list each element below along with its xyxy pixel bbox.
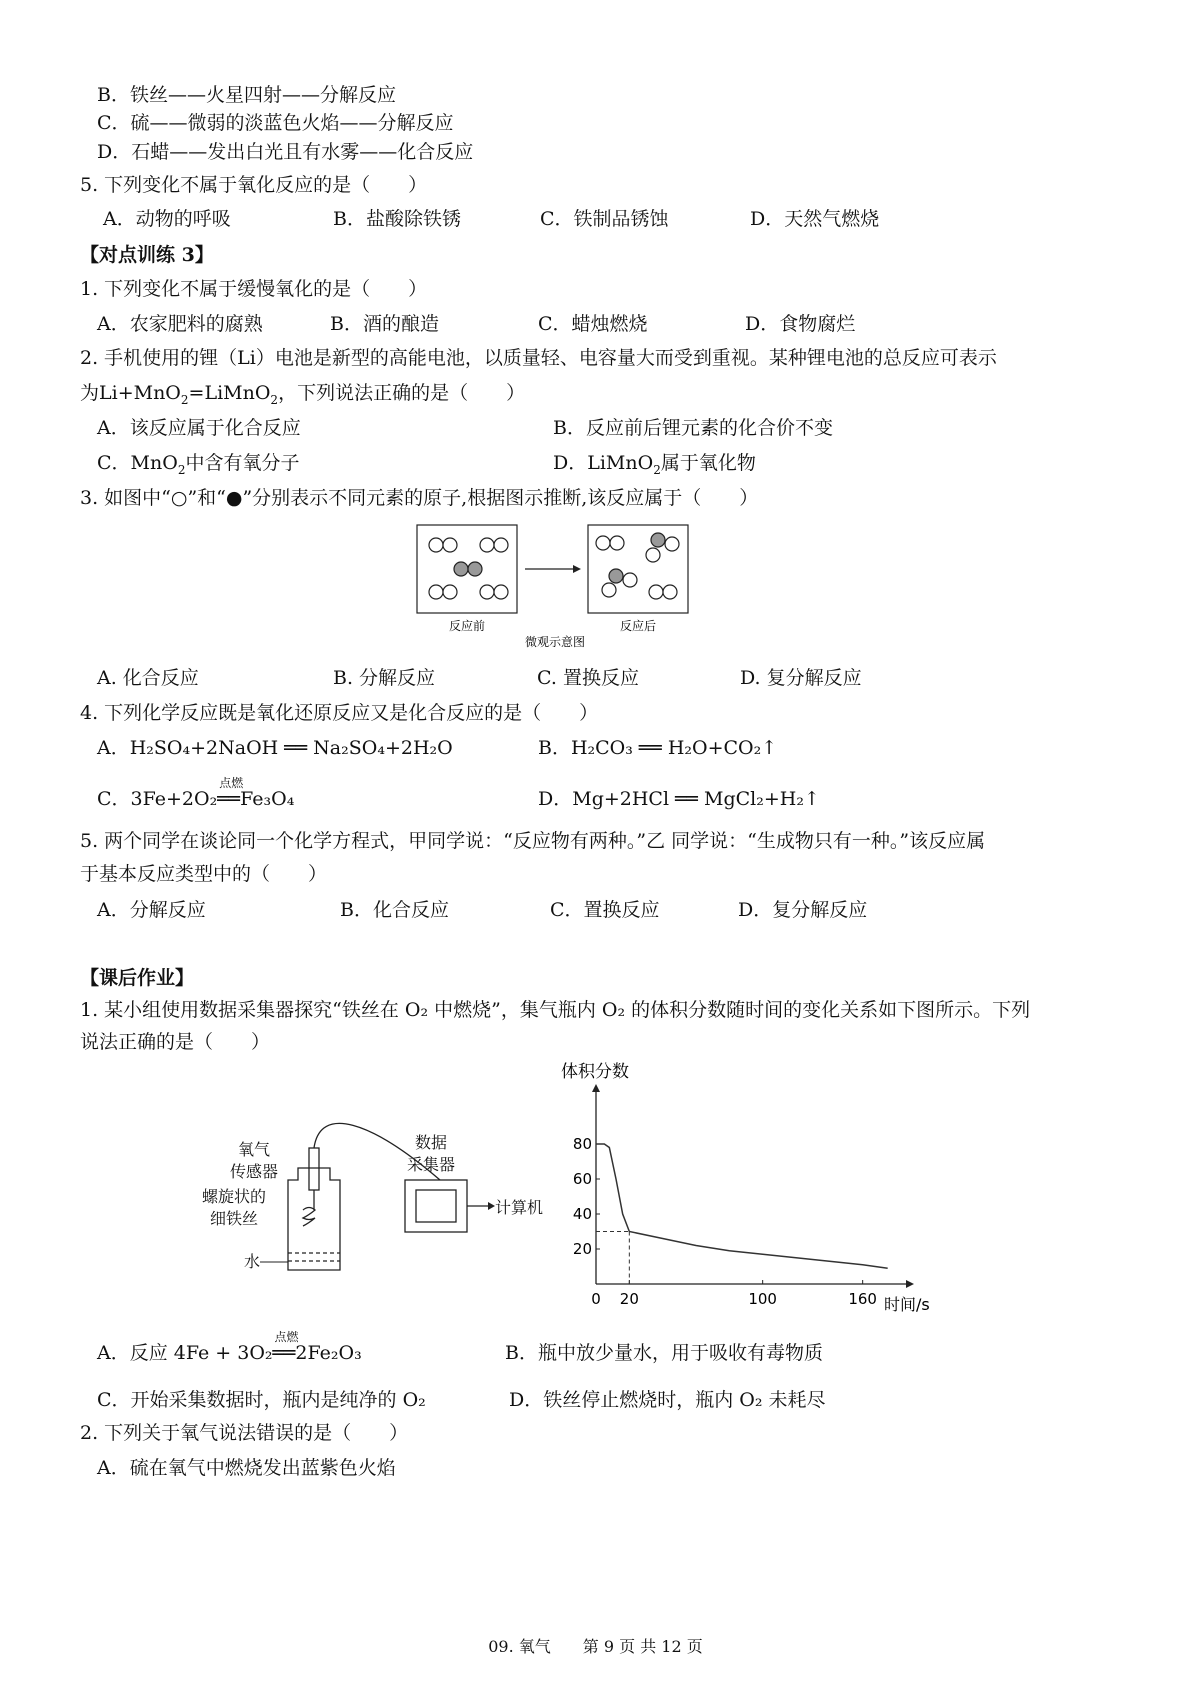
iron-wire [303, 1208, 315, 1227]
y-tick-label: 80 [572, 1135, 592, 1153]
label-before: 反应前 [448, 619, 486, 633]
label-oxygen: 氧气 [238, 1140, 271, 1159]
option-a: A．反应 4Fe + 3O₂ 点燃 ══2Fe₂O₃ [97, 1340, 362, 1366]
y-axis-label: 体积分数 [561, 1062, 629, 1082]
option-d: D．铁丝停止燃烧时，瓶内 O₂ 未耗尽 [509, 1389, 826, 1411]
option-d: D．LiMnO$_2$属于氧化物 [553, 452, 756, 477]
question-stem-line1: 1. 某小组使用数据采集器探究“铁丝在 O₂ 中燃烧”，集气瓶内 O₂ 的体积分数随时间的变化关系如下图所示。下列 [80, 999, 1031, 1021]
condition-label: 点燃 [219, 776, 244, 790]
option-a: A．H₂SO₄+2NaOH ══ Na₂SO₄+2H₂O [97, 737, 453, 759]
y-tick-label: 40 [572, 1205, 592, 1223]
option-c: C. 置换反应 [537, 667, 639, 689]
x-axis-label: 时间/s [884, 1295, 930, 1314]
oxygen-chart [550, 1062, 950, 1320]
option-b: B．酒的酿造 [330, 313, 439, 335]
question-stem: 2. 下列关于氧气说法错误的是（ ） [80, 1422, 409, 1444]
option-b: B．瓶中放少量水，用于吸收有毒物质 [505, 1342, 823, 1364]
option-b-prev: B．铁丝——火星四射——分解反应 [97, 84, 396, 106]
condition-label: 点燃 [274, 1330, 299, 1344]
option-b: B．化合反应 [340, 899, 449, 921]
label-water: 水 [244, 1252, 261, 1271]
y-tick-label: 20 [572, 1240, 592, 1258]
label-computer: 计算机 [495, 1198, 544, 1217]
apparatus-diagram [200, 1110, 560, 1280]
option-b: B. 分解反应 [333, 667, 436, 689]
option-a: A. 化合反应 [97, 667, 199, 689]
label-thin-wire: 细铁丝 [210, 1209, 259, 1228]
diagram-caption: 微观示意图 [524, 635, 586, 649]
option-d: D．复分解反应 [738, 899, 868, 921]
question-stem-line1: 2. 手机使用的锂（Li）电池是新型的高能电池，以质量轻、电容量大而受到重视。某种锂电池的总反应可表示 [80, 347, 997, 369]
section-heading: 【对点训练 3】 [80, 244, 214, 266]
question-stem-line2: 说法正确的是（ ） [80, 1031, 271, 1053]
x-tick-label: 0 [591, 1290, 601, 1308]
option-b: B．反应前后锂元素的化合价不变 [553, 417, 833, 439]
question-stem-line2: 为Li+MnO$_2$=LiMnO$_2$，下列说法正确的是（ ） [80, 382, 526, 407]
question-stem: 4. 下列化学反应既是氧化还原反应又是化合反应的是（ ） [80, 702, 599, 724]
option-c: C．蜡烛燃烧 [538, 313, 648, 335]
x-tick-label: 160 [848, 1290, 877, 1308]
x-tick-label: 20 [619, 1290, 639, 1308]
x-tick-label: 100 [748, 1290, 777, 1308]
homework-heading: 【课后作业】 [80, 967, 195, 989]
o2-curve [596, 1144, 888, 1268]
question-stem: 3. 如图中“○”和“●”分别表示不同元素的原子,根据图示推断,该反应属于（ ） [80, 487, 759, 509]
y-tick-label: 60 [572, 1170, 592, 1188]
question-stem-line2: 于基本反应类型中的（ ） [80, 863, 328, 885]
oxygen-sensor [309, 1148, 319, 1190]
option-d: D．食物腐烂 [745, 313, 856, 335]
option-c: C．3Fe+2O₂ 点燃 ══Fe₃O₄ [97, 786, 294, 812]
option-b: B．盐酸除铁锈 [333, 208, 461, 230]
option-c: C．置换反应 [550, 899, 660, 921]
option-a: A．农家肥料的腐熟 [97, 313, 263, 335]
option-a: A．动物的呼吸 [103, 208, 231, 230]
micro-diagram [410, 520, 700, 650]
y-axis-arrow [592, 1084, 600, 1092]
option-c-prev: C．硫——微弱的淡蓝色火焰——分解反应 [97, 112, 454, 134]
x-axis-arrow [906, 1280, 914, 1288]
option-b: B．H₂CO₃ ══ H₂O+CO₂↑ [538, 737, 778, 759]
question-stem: 5. 下列变化不属于氧化反应的是（ ） [80, 174, 428, 196]
option-c: C．MnO$_2$中含有氧分子 [97, 452, 300, 477]
label-spiral: 螺旋状的 [202, 1187, 267, 1206]
question-stem: 1. 下列变化不属于缓慢氧化的是（ ） [80, 278, 428, 300]
option-d: D. 复分解反应 [740, 667, 862, 689]
question-stem-line1: 5. 两个同学在谈论同一个化学方程式，甲同学说：“反应物有两种。”乙 同学说：“生成物只有一种。”该反应属 [80, 830, 986, 852]
label-after: 反应后 [619, 619, 657, 633]
option-a: A．该反应属于化合反应 [97, 417, 301, 439]
label-sensor: 传感器 [230, 1162, 279, 1181]
option-d: D．天然气燃烧 [750, 208, 880, 230]
option-c: C．铁制品锈蚀 [540, 208, 669, 230]
option-d-prev: D．石蜡——发出白光且有水雾——化合反应 [97, 141, 474, 163]
label-collector1: 数据 [415, 1133, 448, 1152]
option-c: C．开始采集数据时，瓶内是纯净的 O₂ [97, 1389, 426, 1411]
data-collector [405, 1180, 467, 1232]
label-collector2: 采集器 [407, 1155, 456, 1174]
option-a: A．硫在氧气中燃烧发出蓝紫色火焰 [97, 1457, 396, 1479]
option-d: D．Mg+2HCl ══ MgCl₂+H₂↑ [538, 788, 820, 810]
option-a: A．分解反应 [97, 899, 206, 921]
page-footer: 09. 氧气 第 9 页 共 12 页 [488, 1637, 703, 1656]
